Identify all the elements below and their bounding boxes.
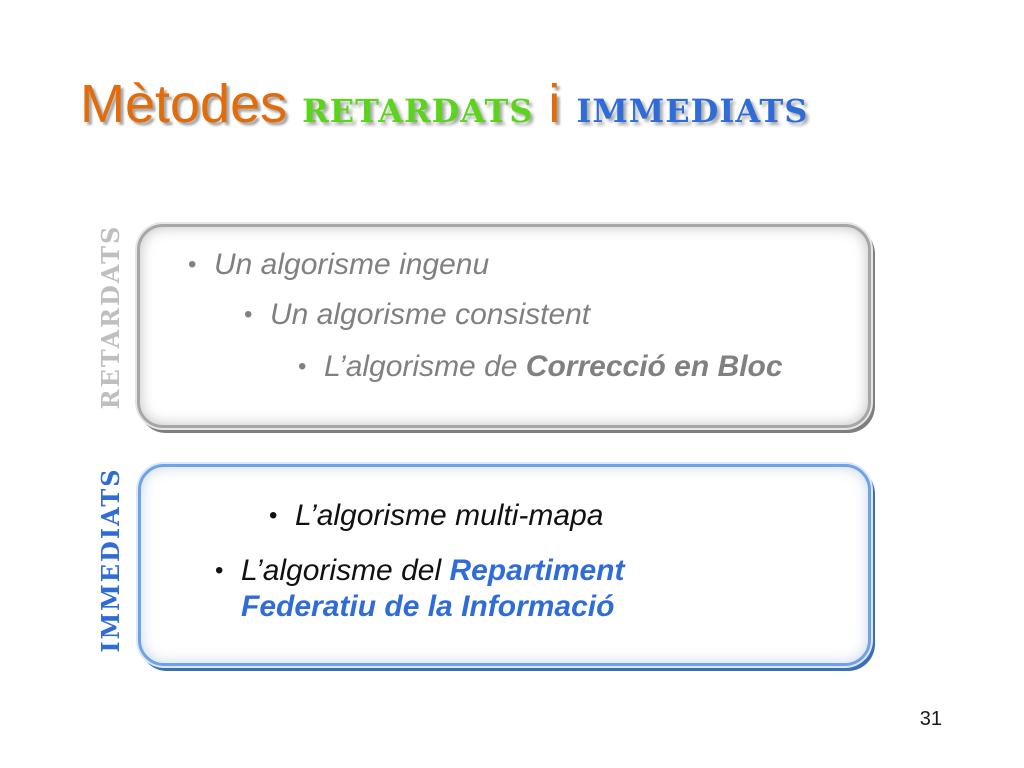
retardats-item-consistent xyxy=(244,297,591,333)
immediats-item-federated-text: L’algorisme del xyxy=(241,554,450,587)
retardats-item-naive xyxy=(188,247,490,283)
retardats-item-consistent-text: Un algorisme consistent xyxy=(270,298,591,331)
retardats-item-naive-text: Un algorisme ingenu xyxy=(214,248,490,281)
retardats-item-block-correction-bold: Correcció en Bloc xyxy=(525,350,783,383)
immediats-item-multimap xyxy=(269,498,604,534)
bullet-icon: • xyxy=(244,301,253,328)
retardats-item-block-correction-text: L’algorisme de xyxy=(324,350,526,383)
retardats-side-label: retardats xyxy=(88,224,128,410)
title-part-immediats: immediats xyxy=(576,79,809,133)
immediats-item-multimap-text: L’algorisme multi-mapa xyxy=(295,499,604,532)
immediats-side-label: immediats xyxy=(88,467,128,653)
retardats-item-block-correction xyxy=(298,349,794,385)
bullet-icon: • xyxy=(188,251,197,278)
bullet-icon: • xyxy=(269,502,278,529)
title-part-retardats: retardats xyxy=(302,79,534,133)
bullet-icon: • xyxy=(298,353,307,380)
immediats-item-federated xyxy=(215,553,731,625)
title-part-metodes: Mètodes xyxy=(80,74,288,134)
immediats-item-federated-bold: Repartiment Federatiu de la Informació xyxy=(241,554,625,623)
slide-title xyxy=(80,64,980,144)
page-number: 31 xyxy=(919,708,942,730)
bullet-icon: • xyxy=(215,557,224,584)
title-part-i: i xyxy=(548,74,562,134)
